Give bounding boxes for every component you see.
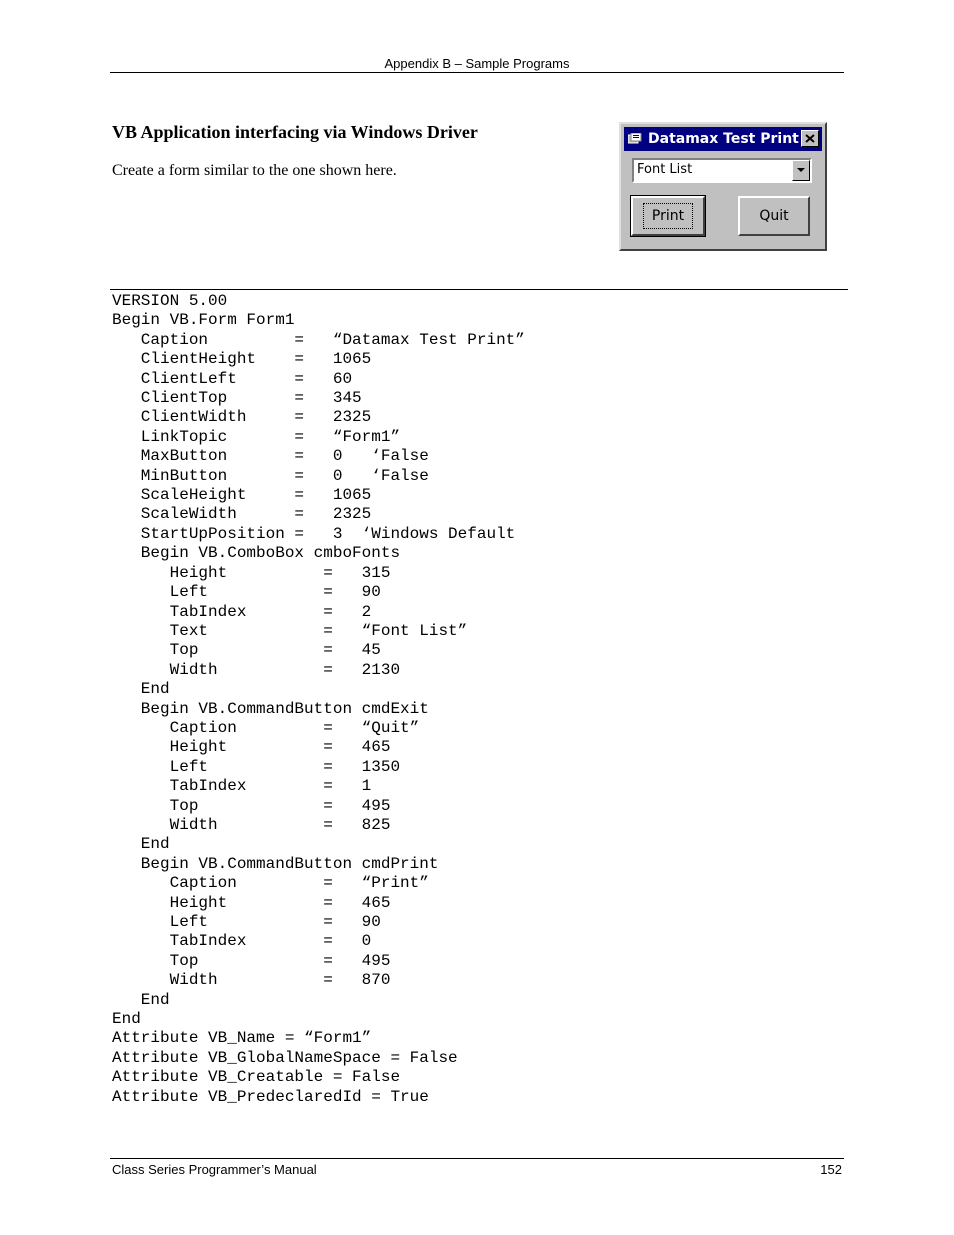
code-line: ClientTop = 345 xyxy=(112,389,362,408)
code-line: Attribute VB_GlobalNameSpace = False xyxy=(112,1048,458,1067)
code-line: Attribute VB_PredeclaredId = True xyxy=(112,1087,429,1106)
code-line: TabIndex = 1 xyxy=(112,777,372,796)
section-rule xyxy=(110,289,848,290)
code-line: TabIndex = 2 xyxy=(112,602,372,621)
close-icon xyxy=(805,134,815,143)
code-line: Left = 90 xyxy=(112,583,381,602)
intro-text: Create a form similar to the one shown here. xyxy=(112,162,397,179)
dropdown-arrow-icon xyxy=(797,168,805,173)
datamax-dialog xyxy=(619,122,827,251)
code-line: End xyxy=(112,1010,141,1029)
code-line: Height = 465 xyxy=(112,738,391,757)
code-line: Begin VB.CommandButton cmdPrint xyxy=(112,854,439,873)
code-line: Width = 870 xyxy=(112,971,391,990)
quit-button[interactable] xyxy=(738,196,810,236)
code-line: Begin VB.Form Form1 xyxy=(112,311,295,330)
footer-page-number: 152 xyxy=(820,1162,842,1177)
code-line: ClientLeft = 60 xyxy=(112,369,353,388)
dialog-titlebar[interactable] xyxy=(624,127,822,151)
code-line: Attribute VB_Creatable = False xyxy=(112,1068,401,1087)
code-line: Top = 495 xyxy=(112,796,391,815)
code-line: ScaleWidth = 2325 xyxy=(112,505,372,524)
print-button-label: Print xyxy=(643,203,693,229)
code-line: StartUpPosition = 3 ‘Windows Default xyxy=(112,524,516,543)
code-line: Top = 45 xyxy=(112,641,381,660)
combobox-dropdown-button[interactable] xyxy=(792,160,810,181)
footer-manual-title: Class Series Programmer’s Manual xyxy=(112,1162,317,1177)
code-line: End xyxy=(112,835,170,854)
code-line: ClientWidth = 2325 xyxy=(112,408,372,427)
code-line: End xyxy=(112,680,170,699)
code-line: MinButton = 0 ‘False xyxy=(112,466,429,485)
code-line: Caption = “Print” xyxy=(112,874,429,893)
code-line: MaxButton = 0 ‘False xyxy=(112,447,429,466)
quit-button-label: Quit xyxy=(759,208,789,224)
code-line: VERSION 5.00 xyxy=(112,292,228,310)
combobox-text: Font List xyxy=(637,162,693,177)
code-line: Left = 1350 xyxy=(112,757,401,776)
code-line: Width = 825 xyxy=(112,815,391,834)
section-title: VB Application interfacing via Windows Driver xyxy=(112,122,478,142)
code-listing xyxy=(112,292,525,1107)
code-line: Attribute VB_Name = “Form1” xyxy=(112,1029,372,1048)
code-line: Width = 2130 xyxy=(112,660,401,679)
code-line: Height = 315 xyxy=(112,563,391,582)
code-line: Caption = “Quit” xyxy=(112,718,420,737)
running-header: Appendix B – Sample Programs xyxy=(384,56,570,71)
code-line: Caption = “Datamax Test Print” xyxy=(112,330,525,349)
code-line: TabIndex = 0 xyxy=(112,932,372,951)
header-rule xyxy=(110,72,844,73)
code-line: Begin VB.CommandButton cmdExit xyxy=(112,699,429,718)
footer-rule xyxy=(110,1158,844,1159)
print-button[interactable] xyxy=(631,196,705,236)
code-line: Begin VB.ComboBox cmboFonts xyxy=(112,544,401,563)
code-line: LinkTopic = “Form1” xyxy=(112,427,401,446)
close-button[interactable] xyxy=(801,130,819,147)
code-line: Text = “Font List” xyxy=(112,621,468,640)
dialog-title: Datamax Test Print xyxy=(648,131,799,147)
code-line: ScaleHeight = 1065 xyxy=(112,486,372,505)
code-line: ClientHeight = 1065 xyxy=(112,350,372,369)
code-line: End xyxy=(112,990,170,1009)
app-icon xyxy=(628,133,642,145)
font-list-combobox[interactable] xyxy=(632,158,812,183)
code-line: Left = 90 xyxy=(112,913,381,931)
code-line: Height = 465 xyxy=(112,893,391,912)
code-line: Top = 495 xyxy=(112,951,391,970)
